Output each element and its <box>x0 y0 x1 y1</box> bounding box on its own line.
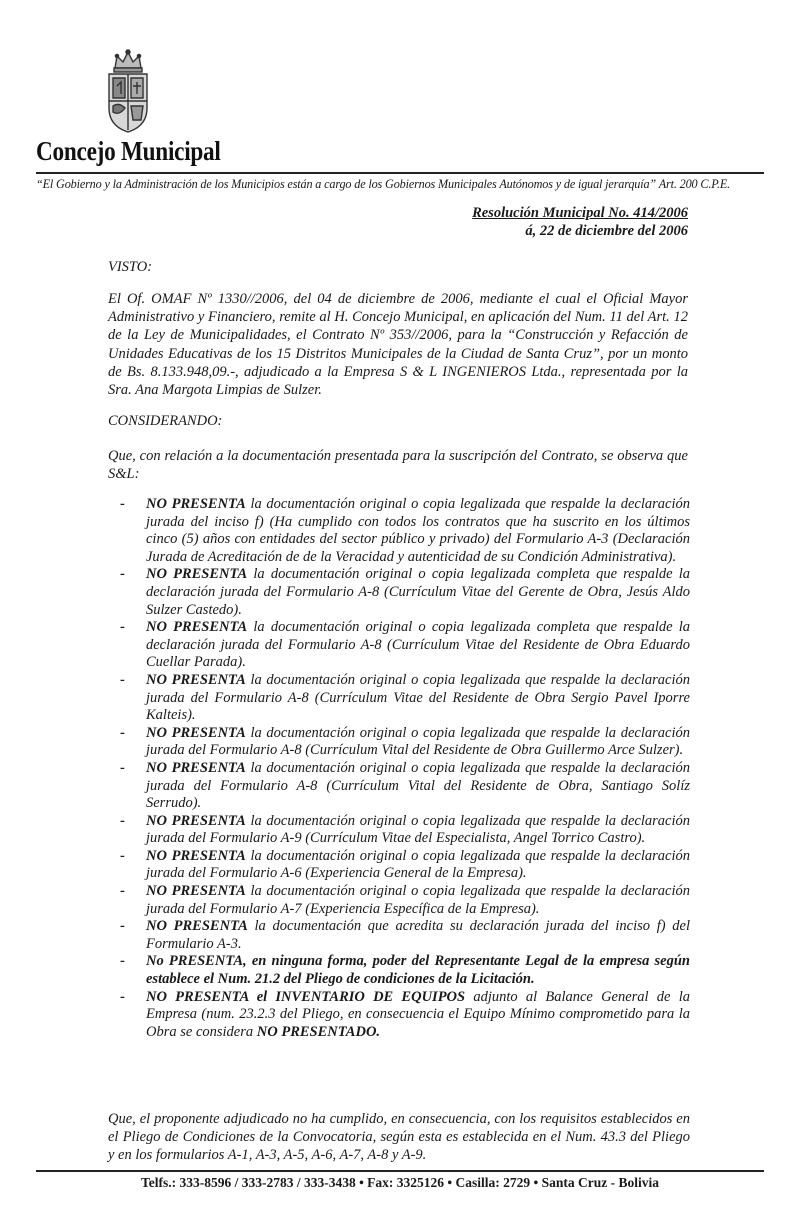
considerando-heading: CONSIDERANDO: <box>108 413 223 429</box>
motto-quote: “El Gobierno y la Administración de los Municipios están a cargo de los Gobiernos Municipales Autónomos y de igual jerarquía” Art. 200 C.P.E. <box>36 177 731 191</box>
list-item: - NO PRESENTA la documentación original o copia legalizada que respalde la declaración jurada del Formulario A-7 (Experiencia Específica de la Empresa). <box>120 883 690 917</box>
list-item: - NO PRESENTA la documentación original o copia legalizada que respalde la declaración jurada del Formulario A-9 (Currículum Vitae del Especialista, Angel Torrico Castro). <box>120 812 690 847</box>
list-item: - NO PRESENTA el INVENTARIO DE EQUIPOS adjunto al Balance General de la Empresa (num. 23.2.3 del Pliego, en consecuencia el Equipo Mínimo comprometido para la Obra se considera NO PRESENTADO. <box>120 988 690 1040</box>
footer-contact: Telfs.: 333-8596 / 333-2783 / 333-3438 • Fax: 3325126 • Casilla: 2729 • Santa Cruz - Bolivia <box>140 1175 660 1190</box>
resolution-block <box>472 204 688 240</box>
list-item: - NO PRESENTA la documentación original o copia legalizada que respalde la declaración jurada del inciso f) (Ha cumplido con todos los contratos que ha suscrito en los últimos cinco (5) años con entidades del sector público y privado) del Formulario A-3 (Declaración Jurada de Acreditación de de la Veracidad y autenticidad de su Condición Administrativa). <box>120 496 690 565</box>
resolution-number: Resolución Municipal No. 414/2006 <box>472 205 688 221</box>
coat-of-arms-icon <box>103 46 153 136</box>
visto-heading: VISTO: <box>108 259 153 275</box>
list-item: - NO PRESENTA la documentación original o copia legalizada que respalde la declaración jurada del Formulario A-8 (Currículum Vital del Residente de Obra Guillermo Arce Sulzer). <box>120 724 690 759</box>
list-item: - No PRESENTA, en ninguna forma, poder del Representante Legal de la empresa según establece el Num. 21.2 del Pliego de condiciones de la Licitación. <box>120 953 690 988</box>
visto-paragraph: El Of. OMAF Nº 1330//2006, del 04 de diciembre de 2006, mediante el cual el Oficial Mayor Administrativo y Financiero, remite al H. Concejo Municipal, en aplicación del Num. 11 del Art. 12 de la Ley de Municipalidades, el Contrato Nº 353//2006, para la “Construcción y Refacción de Unidades Educativas de los 15 Distritos Municipales de la Ciudad de Santa Cruz”, por un monto de Bs. 8.133.948,09.-, adjudicado a la Empresa S & L INGENIEROS Ltda., representada por la Sra. Ana Margota Limpias de Sulzer. <box>108 291 688 399</box>
footer-divider <box>36 1170 764 1172</box>
list-item: - NO PRESENTA la documentación que acredita su declaración jurada del inciso f) del Formulario A-3. <box>120 918 690 952</box>
list-item: - NO PRESENTA la documentación original o copia legalizada que respalde la declaración jurada del Formulario A-8 (Currículum Vitae del Residente de Obra Sergio Pavel Iporre Kalteis). <box>120 671 690 724</box>
list-item: - NO PRESENTA la documentación original o copia legalizada que respalde la declaración jurada del Formulario A-6 (Experiencia General de la Empresa). <box>120 847 690 882</box>
considerando-intro: Que, con relación a la documentación presentada para la suscripción del Contrato, se observa que S&L: <box>108 448 688 483</box>
list-item: - NO PRESENTA la documentación original o copia legalizada que respalde la declaración jurada del Formulario A-8 (Currículum Vital del Residente de Obra, Santiago Solíz Serrudo). <box>120 759 690 812</box>
observation-list <box>108 496 690 1041</box>
list-item: - NO PRESENTA la documentación original o copia legalizada completa que respalde la declaración jurada del Formulario A-8 (Currículum Vitae del Residente de Obra Eduardo Cuellar Parada). <box>120 619 690 671</box>
list-item: - NO PRESENTA la documentación original o copia legalizada completa que respalde la declaración jurada del Formulario A-8 (Currículum Vitae del Gerente de Obra, Jesús Aldo Sulzer Castedo). <box>120 566 690 618</box>
org-name: Concejo Municipal <box>36 136 221 166</box>
resolution-date: á, 22 de diciembre del 2006 <box>525 223 688 239</box>
conclusion-paragraph: Que, el proponente adjudicado no ha cumplido, en consecuencia, con los requisitos establecidos en el Pliego de Condiciones de la Convocatoria, según esta es establecida en el Num. 43.3 del Pliego y en los formularios A-1, A-3, A-5, A-6, A-7, A-8 y A-9. <box>108 1111 690 1164</box>
header-divider <box>36 172 764 174</box>
